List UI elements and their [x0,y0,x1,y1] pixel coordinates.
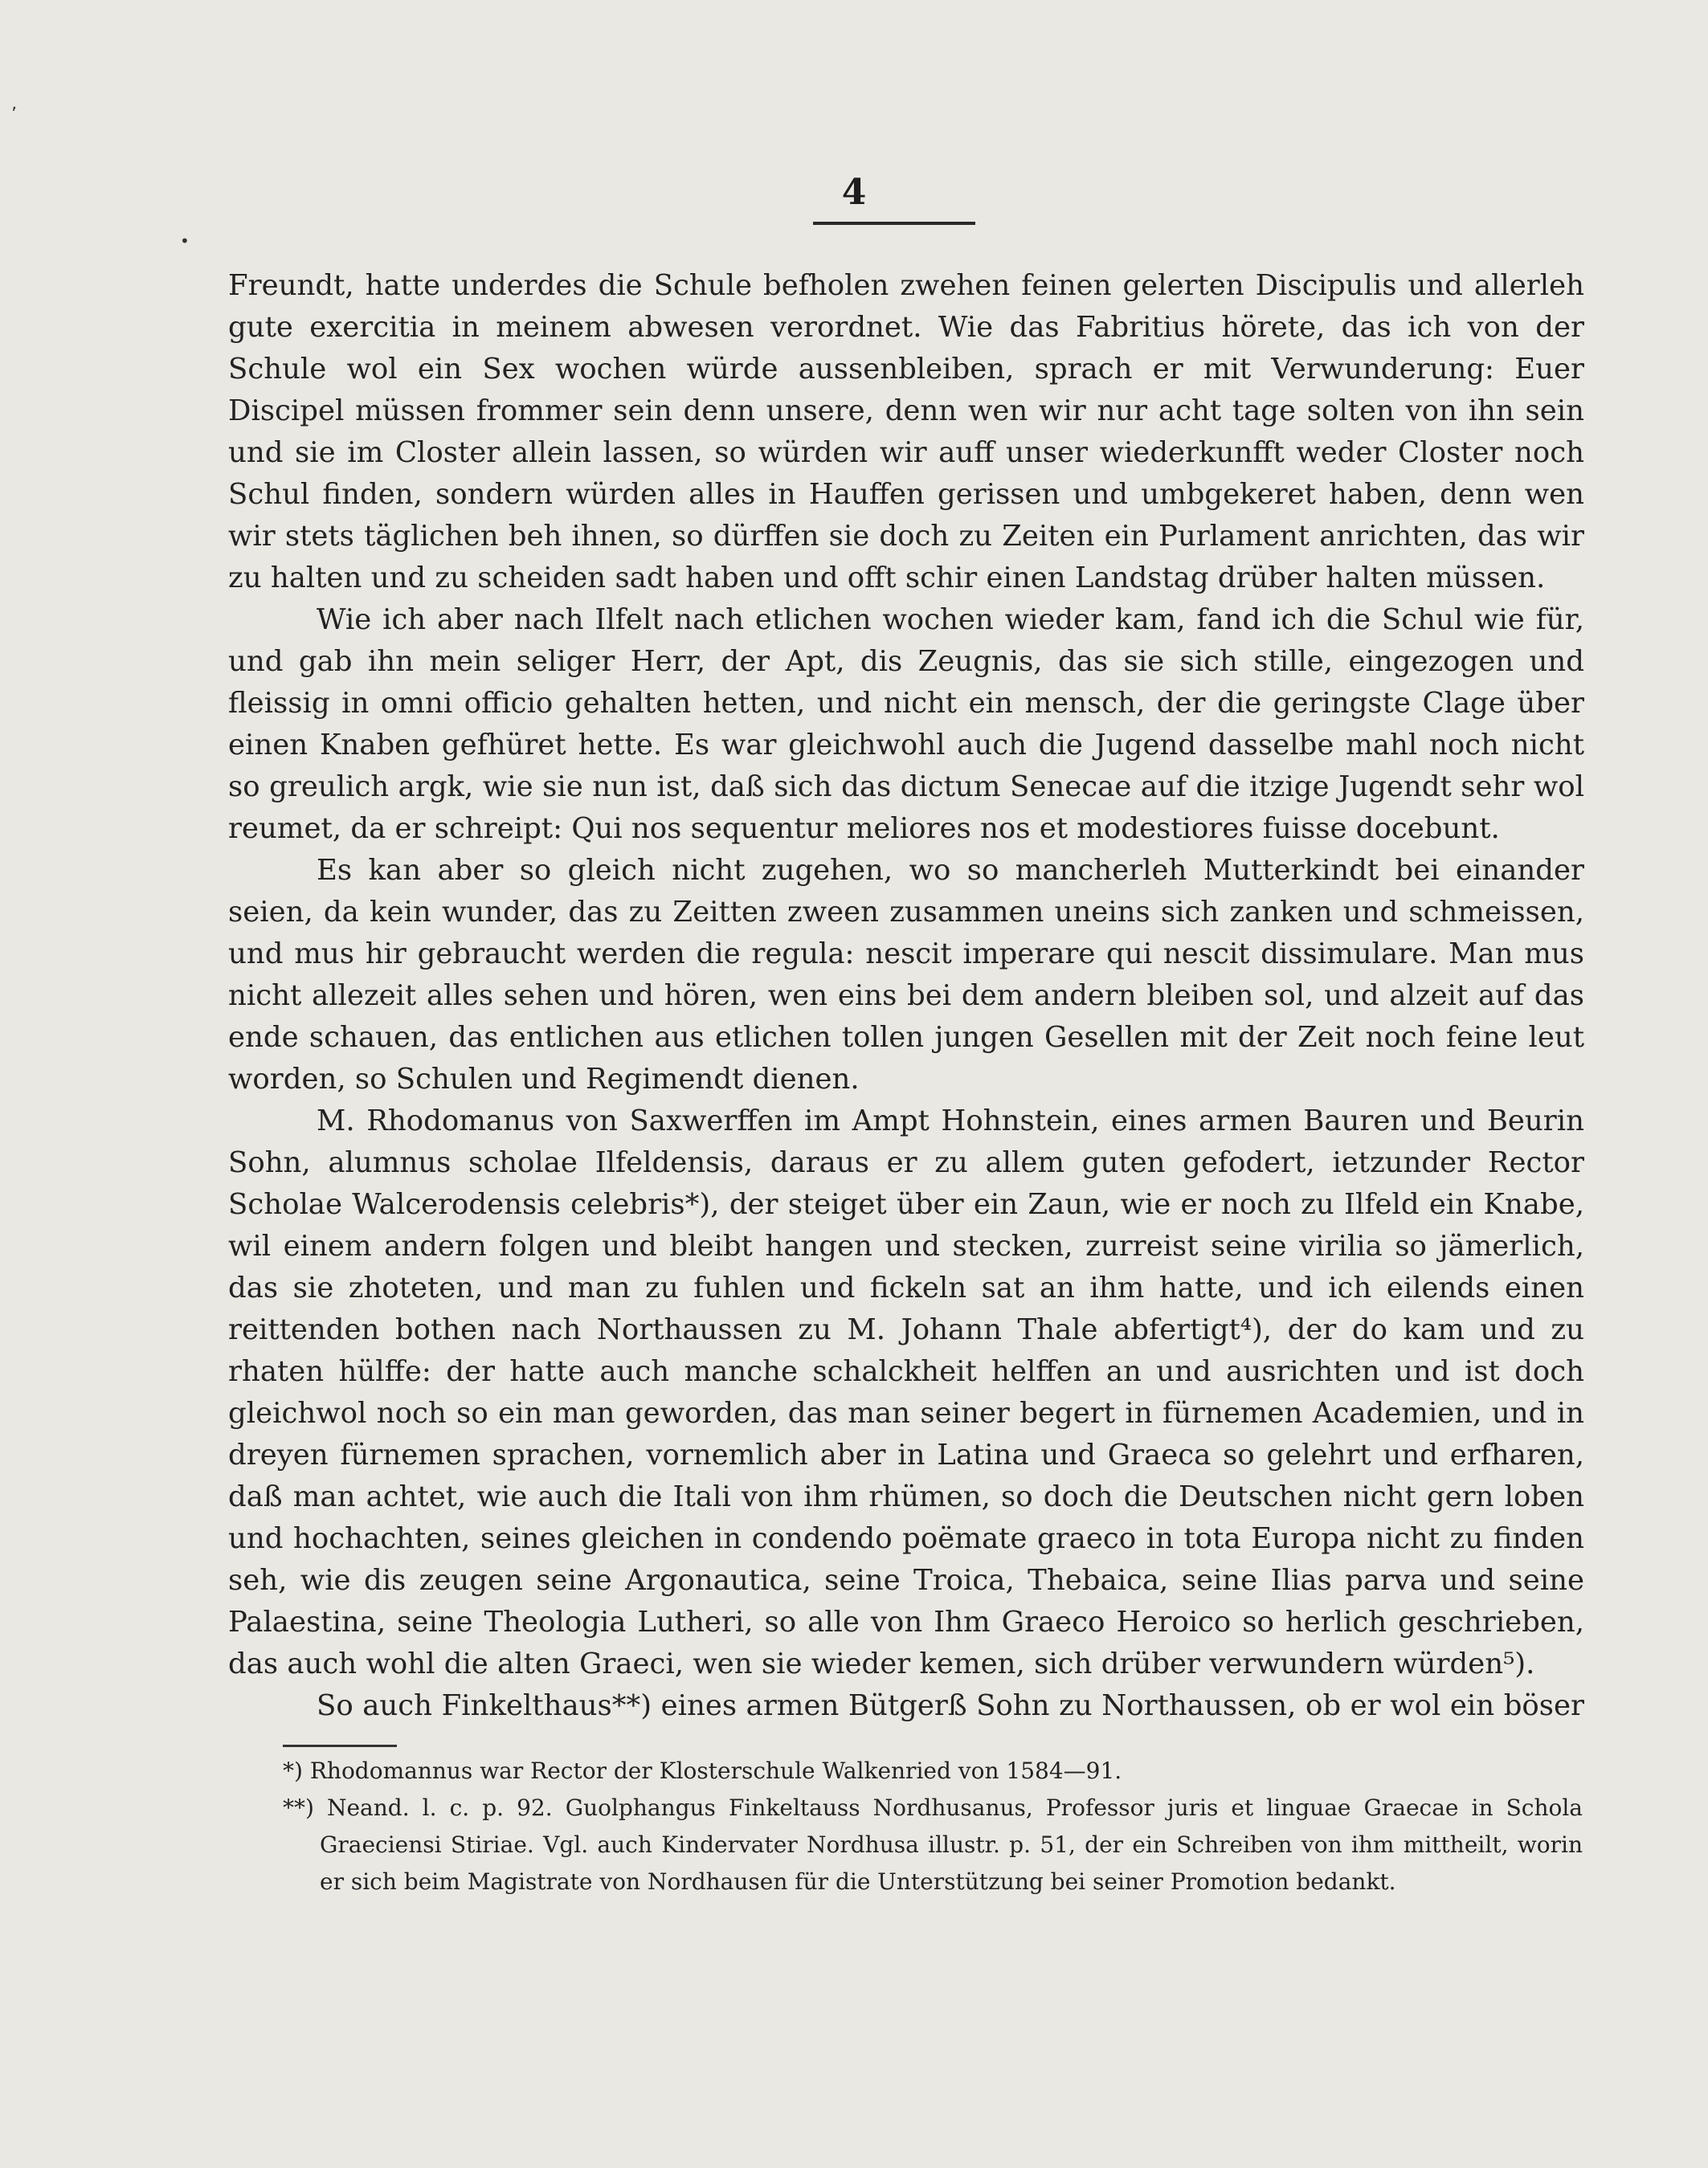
footnote: *) Rhodomannus war Rector der Klosterschule Walkenried von 1584—91. [283,1758,1122,1784]
page-number-rule [813,222,975,225]
margin-speck: ʼ [11,104,17,125]
footnote: **) Neand. l. c. p. 92. Guolphangus Finkeltauss Nordhusanus, Professor juris et linguae Graecae in Schola Graeciensi Stiriae. Vgl. auch Kindervater Nordhusa illustr. p. 51, der ein Schreiben von ihm mittheilt, worin er sich beim Magistrate von Nordhausen für die Unterstützung bei seiner Promotion bedankt. [283,1794,1583,1895]
footnotes [283,1753,1583,1901]
paragraph: Wie ich aber nach Ilfelt nach etlichen wochen wieder kam, fand ich die Schul wie für, und gab ihn mein seliger Herr, der Apt, dis Zeugnis, das sie sich stille, eingezogen und fleissig in omni officio gehalten hetten, und nicht ein mensch, der die geringste Clage über einen Knaben gefhüret hette. Es war gleichwohl auch die Jugend dasselbe mahl noch nicht so greulich argk, wie sie nun ist, daß sich das dictum Senecae auf die itzige Jugendt sehr wol reumet, da er schreipt: Qui nos sequentur meliores nos et modestiores fuisse docebunt. [228,603,1584,845]
paragraph: Freundt, hatte underdes die Schule befholen zwehen feinen gelerten Discipulis und allerleh gute exercitia in meinem abwesen verordnet. Wie das Fabritius hörete, das ich von der Schule wol ein Sex wochen würde aussenbleiben, sprach er mit Verwunderung: Euer Discipel müssen frommer sein denn unsere, denn wen wir nur acht tage solten von ihn sein und sie im Closter allein lassen, so würden wir auff unser wiederkunfft weder Closter noch Schul finden, sondern würden alles in Hauffen gerissen und umbgekeret haben, denn wen wir stets täglichen beh ihnen, so dürffen sie doch zu Zeiten ein Purlament anrichten, das wir zu halten und zu scheiden sadt haben und offt schir einen Landstag drüber halten müssen. [228,269,1584,594]
body-text [228,265,1584,1727]
page-number: 4 [841,172,867,213]
margin-speck: • [180,231,190,251]
footnote-rule [283,1745,397,1747]
paragraph: So auch Finkelthaus**) eines armen Bütgerß Sohn zu Northaussen, ob er wol ein böser [317,1689,1584,1722]
paragraph: M. Rhodomanus von Saxwerffen im Ampt Hohnstein, eines armen Bauren und Beurin Sohn, alumnus scholae Ilfeldensis, daraus er zu allem guten gefodert, ietzunder Rector Scholae Walcerodensis celebris*), der steiget über ein Zaun, wie er noch zu Ilfeld ein Knabe, wil einem andern folgen und bleibt hangen und stecken, zurreist seine virilia so jämerlich, das sie zhoteten, und man zu fuhlen und fickeln sat an ihm hatte, und ich eilends einen reittenden bothen nach Northaussen zu M. Johann Thale abfertigt⁴), der do kam und zu rhaten hülffe: der hatte auch manche schalckheit helffen an und ausrichten und ist doch gleichwol noch so ein man geworden, das man seiner begert in fürnemen Academien, und in dreyen fürnemen sprachen, vornemlich aber in Latina und Graeca so gelehrt und erfharen, daß man achtet, wie auch die Itali von ihm rhümen, so doch die Deutschen nicht gern loben und hochachten, seines gleichen in condendo poëmate graeco in tota Europa nicht zu finden seh, wie dis zeugen seine Argonautica, seine Troica, Thebaica, seine Ilias parva und seine Palaestina, seine Theologia Lutheri, so alle von Ihm Graeco Heroico so herlich geschrieben, das auch wohl die alten Graeci, wen sie wieder kemen, sich drüber verwundern würden⁵). [228,1104,1584,1680]
paragraph: Es kan aber so gleich nicht zugehen, wo so mancherleh Mutterkindt bei einander seien, da kein wunder, das zu Zeitten zween zusammen uneins sich zanken und schmeissen, und mus hir gebraucht werden die regula: nescit imperare qui nescit dissimulare. Man mus nicht allezeit alles sehen und hören, wen eins bei dem andern bleiben sol, und alzeit auf das ende schauen, das entlichen aus etlichen tollen jungen Gesellen mit der Zeit noch feine leut worden, so Schulen und Regimendt dienen. [228,854,1584,1096]
